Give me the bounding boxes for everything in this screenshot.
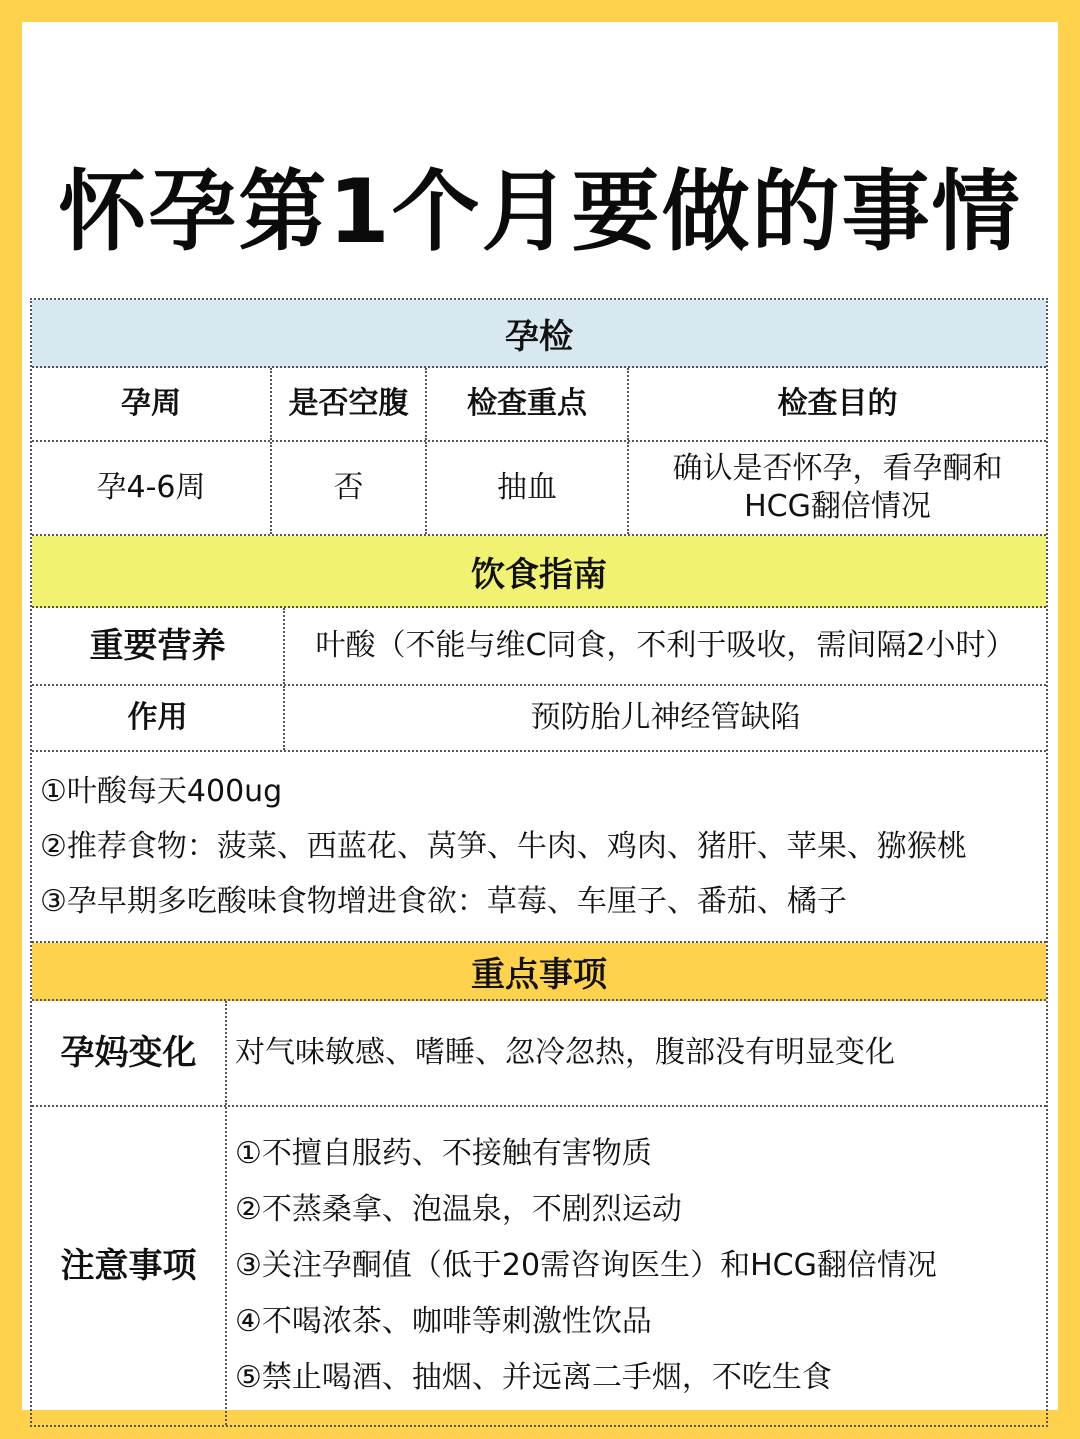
effect-value: 预防胎儿神经管缺陷 — [530, 700, 801, 735]
attention-list — [227, 1107, 1046, 1425]
nutrition-value: 叶酸（不能与维C同食，不利于吸收，需间隔2小时） — [315, 628, 1016, 663]
info-table — [30, 298, 1048, 1427]
column-header-focus: 检查重点 — [427, 368, 629, 440]
exam-purpose-value — [629, 442, 1046, 534]
attention-item: ①不擅自服药、不接触有害物质 — [235, 1136, 652, 1171]
attention-item: ⑤禁止喝酒、抽烟、并远离二手烟，不吃生食 — [235, 1360, 832, 1395]
exam-column-headers — [32, 368, 1046, 442]
exam-purpose-line-2: HCG翻倍情况 — [744, 489, 931, 524]
page-title: 怀孕第1个月要做的事情 — [58, 160, 1022, 263]
mother-change-value: 对气味敏感、嗜睡、忽冷忽热，腹部没有明显变化 — [235, 1035, 895, 1070]
attention-item: ②不蒸桑拿、泡温泉，不剧烈运动 — [235, 1192, 682, 1227]
diet-note-item: ①叶酸每天400ug — [40, 774, 283, 809]
column-header-purpose: 检查目的 — [777, 386, 898, 421]
column-header-fasting: 是否空腹 — [272, 368, 427, 440]
diet-note-item: ②推荐食物：菠菜、西蓝花、莴笋、牛肉、鸡肉、猪肝、苹果、猕猴桃 — [40, 829, 967, 864]
nutrition-label: 重要营养 — [32, 608, 285, 684]
content-card — [22, 22, 1058, 1410]
mother-change-label: 孕妈变化 — [32, 1001, 227, 1105]
exam-section-header: 孕检 — [32, 300, 1046, 368]
attention-item: ③关注孕酮值（低于20需咨询医生）和HCG翻倍情况 — [235, 1248, 937, 1283]
diet-note-item: ③孕早期多吃酸味食物增进食欲：草莓、车厘子、番茄、橘子 — [40, 884, 847, 919]
mother-change-row — [32, 1001, 1046, 1107]
exam-fasting-value: 否 — [272, 442, 427, 534]
diet-section-header: 饮食指南 — [32, 536, 1046, 608]
exam-purpose-line-1: 确认是否怀孕，看孕酮和 — [672, 451, 1003, 486]
diet-notes — [32, 752, 1046, 943]
effect-label: 作用 — [32, 686, 285, 750]
effect-row — [32, 686, 1046, 752]
attention-item: ④不喝浓茶、咖啡等刺激性饮品 — [235, 1304, 652, 1339]
exam-week-value: 孕4-6周 — [32, 442, 272, 534]
attention-row — [32, 1107, 1046, 1425]
exam-data-row — [32, 442, 1046, 536]
column-header-week: 孕周 — [32, 368, 272, 440]
exam-focus-value: 抽血 — [427, 442, 629, 534]
nutrition-row — [32, 608, 1046, 686]
key-section-header: 重点事项 — [32, 943, 1046, 1001]
attention-label: 注意事项 — [32, 1107, 227, 1425]
